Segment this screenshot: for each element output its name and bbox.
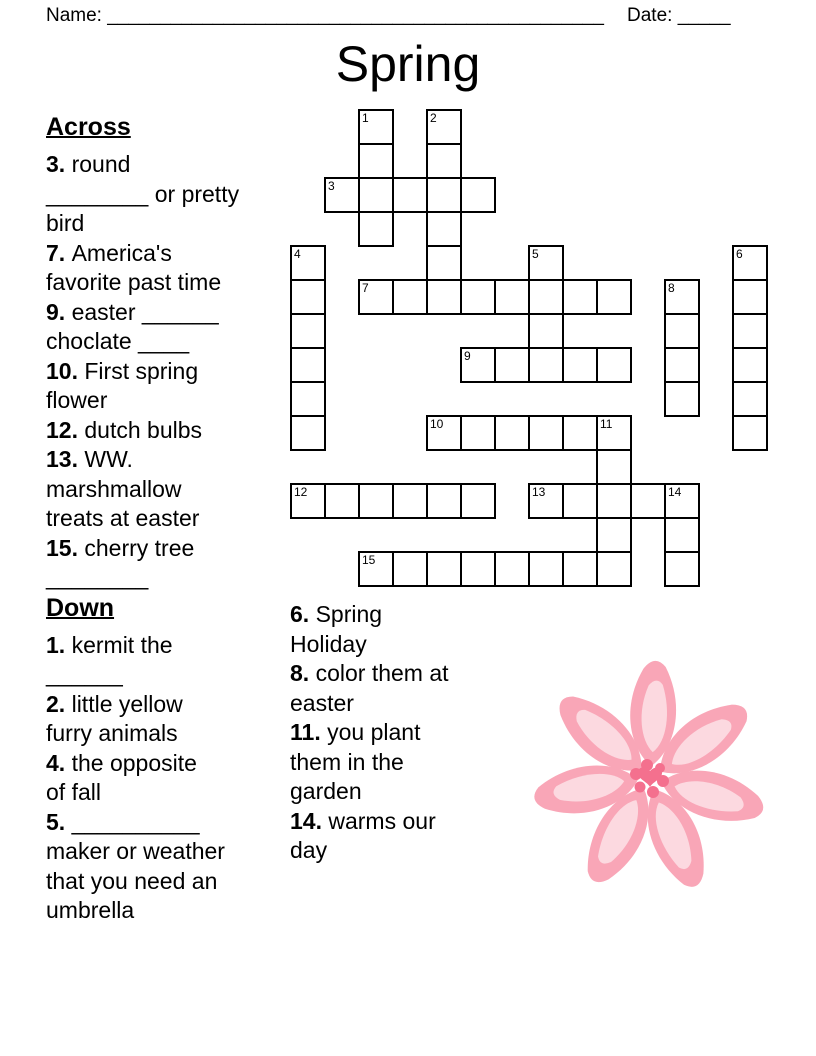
clue-number-label: 9. <box>46 298 72 325</box>
clue-14: 14. warms our day <box>290 807 436 863</box>
clue-4: 4. the opposite of fall <box>46 749 197 805</box>
grid-cell-1-2[interactable] <box>324 177 360 213</box>
grid-number-15: 15 <box>362 553 376 567</box>
grid-cell-2-1[interactable] <box>358 143 394 179</box>
grid-cell-0-8[interactable] <box>290 381 326 417</box>
grid-number-6: 6 <box>736 247 743 261</box>
clue-number-label: 1. <box>46 631 72 658</box>
grid-number-9: 9 <box>464 349 471 363</box>
grid-cell-8-5[interactable] <box>562 279 598 315</box>
grid-cell-2-13[interactable] <box>358 551 394 587</box>
grid-cell-6-7[interactable] <box>494 347 530 383</box>
grid-cell-7-13[interactable] <box>528 551 564 587</box>
grid-cell-4-3[interactable] <box>426 211 462 247</box>
grid-cell-13-7[interactable] <box>732 347 768 383</box>
grid-cell-5-2[interactable] <box>460 177 496 213</box>
clue-number-label: 11. <box>290 719 328 745</box>
grid-cell-3-2[interactable] <box>392 177 428 213</box>
grid-cell-8-9[interactable] <box>562 415 598 451</box>
grid-cell-4-9[interactable] <box>426 415 462 451</box>
grid-number-7: 7 <box>362 281 369 295</box>
clue-number-label: 2. <box>46 690 72 717</box>
grid-number-3: 3 <box>328 179 335 193</box>
clue-number-label: 7. <box>46 239 72 266</box>
across-heading: Across <box>46 113 131 141</box>
date-blank-line: _____ <box>677 5 731 26</box>
clue-number-label: 6. <box>290 601 316 627</box>
grid-cell-3-13[interactable] <box>392 551 428 587</box>
grid-cell-2-0[interactable] <box>358 109 394 145</box>
grid-number-13: 13 <box>532 485 546 499</box>
grid-cell-13-9[interactable] <box>732 415 768 451</box>
clue-number-label: 12. <box>46 416 85 443</box>
clue-3: 3. round ________ or pretty bird <box>46 151 240 236</box>
clue-13: 13. WW. marshmallow treats at easter <box>46 446 200 531</box>
grid-number-10: 10 <box>430 417 444 431</box>
grid-cell-4-2[interactable] <box>426 177 462 213</box>
grid-cell-13-8[interactable] <box>732 381 768 417</box>
grid-cell-2-11[interactable] <box>358 483 394 519</box>
grid-number-1: 1 <box>362 111 369 125</box>
clue-number-label: 5. <box>46 808 72 835</box>
clue-12: 12. dutch bulbs <box>46 416 203 443</box>
grid-number-12: 12 <box>294 485 308 499</box>
clue-number-label: 3. <box>46 151 72 177</box>
clue-7: 7. America's favorite past time <box>46 239 222 295</box>
grid-cell-5-9[interactable] <box>460 415 496 451</box>
clue-number-label: 14. <box>290 807 329 834</box>
flower-illustration <box>520 645 780 905</box>
clue-10: 10. First spring flower <box>46 357 199 413</box>
grid-cell-3-5[interactable] <box>392 279 428 315</box>
grid-cell-9-10[interactable] <box>596 449 632 485</box>
clue-6: 6. Spring Holiday <box>290 601 383 657</box>
grid-cell-11-12[interactable] <box>664 517 700 553</box>
grid-cell-13-6[interactable] <box>732 313 768 349</box>
grid-cell-0-5[interactable] <box>290 279 326 315</box>
grid-cell-3-11[interactable] <box>392 483 428 519</box>
down-heading: Down <box>46 593 115 622</box>
grid-cell-11-6[interactable] <box>664 313 700 349</box>
grid-cell-5-13[interactable] <box>460 551 496 587</box>
grid-cell-7-4[interactable] <box>528 245 564 281</box>
grid-cell-8-11[interactable] <box>562 483 598 519</box>
grid-cell-9-9[interactable] <box>596 415 632 451</box>
clue-5: 5. __________ maker or weather that you need an umbrella <box>46 808 225 923</box>
grid-cell-4-11[interactable] <box>426 483 462 519</box>
grid-cell-2-2[interactable] <box>358 177 394 213</box>
grid-cell-9-7[interactable] <box>596 347 632 383</box>
grid-number-14: 14 <box>668 485 682 499</box>
name-label: Name: <box>46 5 102 26</box>
clue-15: 15. cherry tree ________ <box>46 534 195 590</box>
grid-cell-4-1[interactable] <box>426 143 462 179</box>
grid-cell-8-7[interactable] <box>562 347 598 383</box>
down-clues-right <box>290 600 515 866</box>
grid-cell-11-5[interactable] <box>664 279 700 315</box>
clue-1: 1. kermit the ______ <box>46 631 173 687</box>
grid-cell-11-13[interactable] <box>664 551 700 587</box>
clue-9: 9. easter ______ choclate ____ <box>46 298 219 354</box>
grid-cell-5-7[interactable] <box>460 347 496 383</box>
grid-cell-4-0[interactable] <box>426 109 462 145</box>
grid-cell-0-11[interactable] <box>290 483 326 519</box>
grid-cell-4-4[interactable] <box>426 245 462 281</box>
grid-cell-1-11[interactable] <box>324 483 360 519</box>
clue-column-left <box>46 112 291 926</box>
clue-number-label: 4. <box>46 749 72 776</box>
grid-cell-5-5[interactable] <box>460 279 496 315</box>
grid-cell-4-13[interactable] <box>426 551 462 587</box>
down-clues-left <box>46 631 291 926</box>
grid-cell-9-11[interactable] <box>596 483 632 519</box>
grid-cell-0-7[interactable] <box>290 347 326 383</box>
grid-cell-10-11[interactable] <box>630 483 666 519</box>
grid-cell-6-5[interactable] <box>494 279 530 315</box>
grid-cell-8-13[interactable] <box>562 551 598 587</box>
clue-column-right <box>290 600 515 866</box>
clue-11: 11. you plant them in the garden <box>290 719 421 804</box>
grid-cell-13-4[interactable] <box>732 245 768 281</box>
grid-cell-7-9[interactable] <box>528 415 564 451</box>
grid-number-4: 4 <box>294 247 301 261</box>
grid-cell-0-9[interactable] <box>290 415 326 451</box>
grid-cell-13-5[interactable] <box>732 279 768 315</box>
grid-cell-2-3[interactable] <box>358 211 394 247</box>
grid-cell-7-6[interactable] <box>528 313 564 349</box>
clue-number-label: 10. <box>46 357 85 384</box>
grid-cell-7-5[interactable] <box>528 279 564 315</box>
across-clues <box>46 150 291 593</box>
grid-number-5: 5 <box>532 247 539 261</box>
grid-cell-0-6[interactable] <box>290 313 326 349</box>
grid-cell-6-13[interactable] <box>494 551 530 587</box>
grid-cell-11-8[interactable] <box>664 381 700 417</box>
name-blank-line: _______________________________________________ <box>107 5 604 26</box>
grid-number-11: 11 <box>600 417 613 431</box>
grid-number-8: 8 <box>668 281 675 295</box>
grid-cell-7-7[interactable] <box>528 347 564 383</box>
page-title: Spring <box>335 36 481 92</box>
grid-cell-9-13[interactable] <box>596 551 632 587</box>
grid-cell-9-5[interactable] <box>596 279 632 315</box>
name-field <box>46 5 604 27</box>
grid-cell-11-11[interactable] <box>664 483 700 519</box>
clue-8: 8. color them at easter <box>290 660 449 716</box>
date-field <box>627 5 731 27</box>
grid-cell-5-11[interactable] <box>460 483 496 519</box>
date-label: Date: <box>627 5 673 26</box>
grid-number-2: 2 <box>430 111 437 125</box>
clue-2: 2. little yellow furry animals <box>46 690 183 746</box>
grid-cell-0-4[interactable] <box>290 245 326 281</box>
grid-cell-2-5[interactable] <box>358 279 394 315</box>
clue-number-label: 13. <box>46 446 85 472</box>
clue-number-label: 15. <box>46 534 85 561</box>
grid-cell-4-5[interactable] <box>426 279 462 315</box>
grid-cell-6-9[interactable] <box>494 415 530 451</box>
clue-number-label: 8. <box>290 660 316 686</box>
grid-cell-7-11[interactable] <box>528 483 564 519</box>
grid-cell-9-12[interactable] <box>596 517 632 553</box>
grid-cell-11-7[interactable] <box>664 347 700 383</box>
